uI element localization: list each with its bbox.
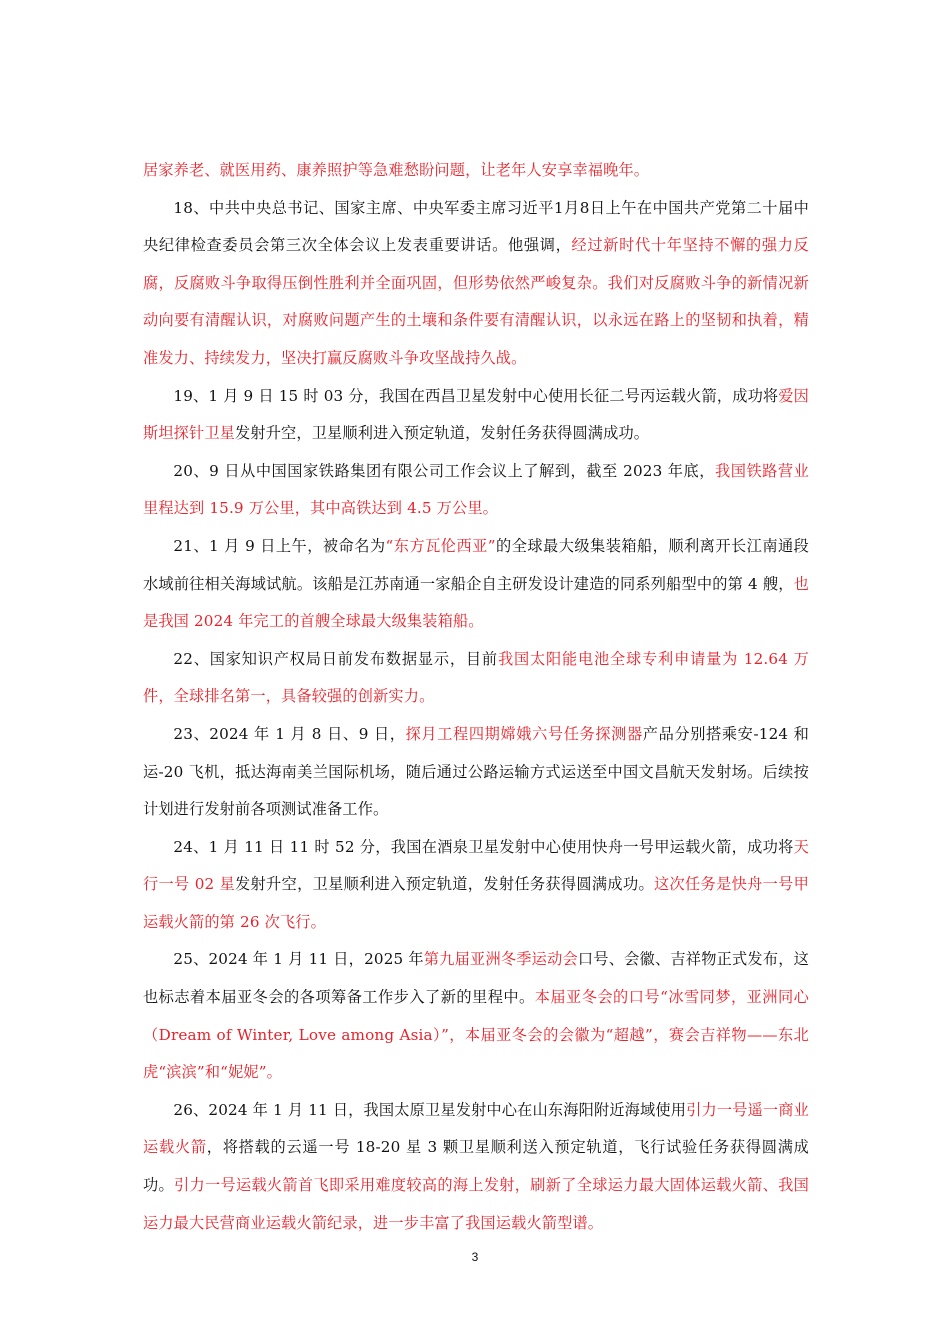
paragraph bbox=[143, 152, 809, 190]
text-run: 18、中共中央总书记、国家主席、中央军委主席习近平1月8日上午在中国共产党第二十届中央纪律检查委员会第三次全体会议上发表重要讲话。他强调， bbox=[143, 198, 809, 255]
paragraph bbox=[143, 641, 809, 716]
highlighted-text: 我国太阳能电池全球专利申请量为 12.64 万件，全球排名第一，具备较强的创新实力。 bbox=[143, 649, 809, 706]
highlighted-text: 引力一号运载火箭首飞即采用难度较高的海上发射，刷新了全球运力最大固体运载火箭、我国运力最大民营商业运载火箭纪录，进一步丰富了我国运载火箭型谱。 bbox=[143, 1176, 809, 1232]
highlighted-text: 引力一号遥一商业运载火箭 bbox=[143, 1100, 809, 1157]
highlighted-text: 经过新时代十年坚持不懈的强力反腐，反腐败斗争取得压倒性胜利并全面巩固，但形势依然严峻复杂。我们对反腐败斗争的新情况新动向要有清醒认识，对腐败问题产生的土壤和条件要有清醒认识，以永远在路上的坚韧和执着，精准发力、持续发力，坚决打赢反腐败斗争攻坚战持久战。 bbox=[143, 236, 809, 367]
text-run: 21、1 月 9 日上午，被命名为 bbox=[173, 536, 386, 555]
text-run: 发射升空，卫星顺利进入预定轨道，发射任务获得圆满成功。 bbox=[235, 424, 650, 443]
text-run: 24、1 月 11 日 11 时 52 分，我国在酒泉卫星发射中心使用快舟一号甲运载火箭，成功将 bbox=[173, 837, 794, 856]
text-run: 产品分别搭乘安-124 和运-20 飞机，抵达海南美兰国际机场，随后通过公路运输方式运送至中国文昌航天发射场。后续按计划进行发射前各项测试准备工作。 bbox=[143, 724, 809, 819]
text-run: ，将搭载的云遥一号 18-20 星 3 颗卫星顺利送入预定轨道，飞行试验任务获得圆满成功。 bbox=[143, 1138, 809, 1195]
paragraph bbox=[143, 1092, 809, 1242]
text-run: 22、国家知识产权局日前发布数据显示，目前 bbox=[173, 649, 498, 668]
highlighted-text: 爱因斯坦探针卫星 bbox=[143, 386, 809, 443]
text-run: 20、9 日从中国国家铁路集团有限公司工作会议上了解到，截至 2023 年底， bbox=[173, 461, 715, 480]
highlighted-text: 我国铁路营业里程达到 15.9 万公里，其中高铁达到 4.5 万公里。 bbox=[143, 461, 809, 518]
paragraph bbox=[143, 528, 809, 641]
paragraph bbox=[143, 716, 809, 829]
text-run: 发射升空，卫星顺利进入预定轨道，发射任务获得圆满成功。 bbox=[235, 875, 654, 894]
highlighted-text: 这次任务是快舟一号甲运载火箭的第 26 次飞行。 bbox=[143, 875, 809, 931]
page-number: 3 bbox=[471, 1250, 479, 1264]
paragraph bbox=[143, 190, 809, 378]
highlighted-text: 也是我国 2024 年完工的首艘全球最大级集装箱船。 bbox=[143, 574, 809, 631]
text-run: 19、1 月 9 日 15 时 03 分，我国在西昌卫星发射中心使用长征二号丙运载火箭，成功将 bbox=[173, 386, 779, 405]
text-run: 26、2024 年 1 月 11 日，我国太原卫星发射中心在山东海阳附近海域使用 bbox=[173, 1100, 687, 1119]
highlighted-text: 居家养老、就医用药、康养照护等急难愁盼问题，让老年人安享幸福晚年。 bbox=[143, 161, 650, 179]
highlighted-text: 探月工程四期嫦娥六号任务探测器 bbox=[405, 724, 643, 743]
text-run: 口号、会徽、吉祥物正式发布，这也标志着本届亚冬会的各项筹备工作步入了新的里程中。 bbox=[143, 950, 809, 1007]
text-run: 25、2024 年 1 月 11 日，2025 年 bbox=[173, 950, 424, 969]
highlighted-text: 本届亚冬会的口号“冰雪同梦，亚洲同心（Dream of Winter, Love among Asia）”，本届亚冬会的会徽为“超越”，赛会吉祥物——东北虎“滨滨”和“妮妮”。 bbox=[143, 988, 809, 1082]
paragraph bbox=[143, 941, 809, 1091]
document-body bbox=[143, 152, 809, 1242]
paragraph bbox=[143, 378, 809, 453]
highlighted-text: 第九届亚洲冬季运动会 bbox=[423, 950, 578, 969]
text-run: 23、2024 年 1 月 8 日、9 日， bbox=[173, 724, 406, 743]
highlighted-text: 天行一号 02 星 bbox=[143, 837, 809, 894]
highlighted-text: “东方瓦伦西亚” bbox=[385, 536, 496, 555]
paragraph bbox=[143, 453, 809, 528]
paragraph bbox=[143, 829, 809, 942]
text-run: 的全球最大级集装箱船，顺利离开长江南通段水域前往相关海域试航。该船是江苏南通一家船企自主研发设计建造的同系列船型中的第 4 艘， bbox=[143, 536, 810, 593]
